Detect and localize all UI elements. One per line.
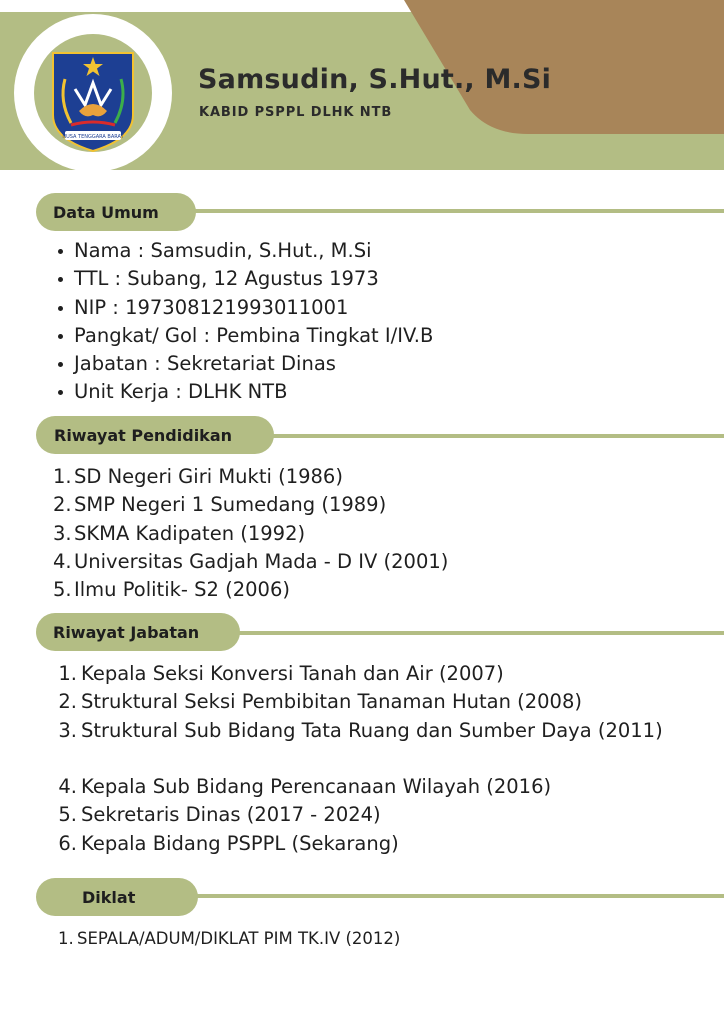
list-item: TTL : Subang, 12 Agustus 1973 — [56, 265, 433, 293]
list-item: 5. Ilmu Politik- S2 (2006) — [53, 576, 448, 604]
diklat-list — [58, 925, 400, 953]
emblem-icon — [49, 49, 137, 153]
logo-badge — [14, 14, 172, 172]
section-divider-pendidikan — [268, 434, 724, 438]
list-item: Pangkat/ Gol : Pembina Tingkat I/IV.B — [56, 322, 433, 350]
pendidikan-list — [53, 463, 448, 604]
list-item-text: SEPALA/ADUM/DIKLAT PIM TK.IV (2012) — [77, 929, 401, 948]
person-name: Samsudin, S.Hut., M.Si — [198, 64, 552, 95]
list-item: 1. SD Negeri Giri Mukti (1986) — [53, 463, 448, 491]
list-item: 4. Kepala Sub Bidang Perencanaan Wilayah (2016) — [58, 773, 678, 801]
data-umum-list — [56, 237, 433, 407]
emblem-banner-text: NUSA TENGGARA BARAT — [62, 134, 124, 140]
section-title-jabatan: Riwayat Jabatan — [36, 613, 240, 651]
list-item-text: Struktural Sub Bidang Tata Ruang dan Sumber Daya (2011) — [81, 718, 663, 742]
list-item: 5. Sekretaris Dinas (2017 - 2024) — [58, 801, 678, 829]
section-divider-jabatan — [234, 631, 724, 635]
list-item: 1. SEPALA/ADUM/DIKLAT PIM TK.IV (2012) — [58, 925, 400, 953]
list-item-text: SKMA Kadipaten (1992) — [74, 521, 306, 545]
list-item: 1. Kepala Seksi Konversi Tanah dan Air (2007) — [58, 660, 678, 688]
section-title-data-umum: Data Umum — [36, 193, 196, 231]
list-item-text: Kepala Seksi Konversi Tanah dan Air (2007) — [81, 662, 504, 685]
list-item: 2. Struktural Seksi Pembibitan Tanaman Hutan (2008) — [58, 688, 678, 716]
list-item: NIP : 197308121993011001 — [56, 294, 433, 322]
list-item: 4. Universitas Gadjah Mada - D IV (2001) — [53, 548, 448, 576]
list-item-text: Kepala Bidang PSPPL (Sekarang) — [81, 831, 399, 855]
list-item: Unit Kerja : DLHK NTB — [56, 378, 433, 406]
list-item: 3. Struktural Sub Bidang Tata Ruang dan Sumber Daya (2011) — [58, 717, 678, 774]
list-item-text: Ilmu Politik- S2 (2006) — [74, 578, 290, 602]
section-divider-diklat — [192, 894, 724, 898]
list-item: 2. SMP Negeri 1 Sumedang (1989) — [53, 491, 448, 519]
list-item: Jabatan : Sekretariat Dinas — [56, 350, 433, 378]
jabatan-list — [58, 660, 678, 858]
list-item-text: Struktural Seksi Pembibitan Tanaman Hutan (2008) — [81, 690, 582, 714]
section-title-diklat: Diklat — [36, 878, 198, 916]
list-item-text: Sekretaris Dinas (2017 - 2024) — [81, 803, 381, 827]
person-position: KABID PSPPL DLHK NTB — [199, 105, 393, 120]
list-item-text: Kepala Sub Bidang Perencanaan Wilayah (2016) — [81, 775, 552, 799]
list-item: 6. Kepala Bidang PSPPL (Sekarang) — [58, 830, 678, 858]
list-item: Nama : Samsudin, S.Hut., M.Si — [56, 237, 433, 265]
list-item-text: Universitas Gadjah Mada - D IV (2001) — [74, 549, 449, 573]
section-title-pendidikan: Riwayat Pendidikan — [36, 416, 274, 454]
list-item-text: SMP Negeri 1 Sumedang (1989) — [74, 493, 387, 517]
list-item-text: SD Negeri Giri Mukti (1986) — [74, 465, 343, 488]
list-item: 3. SKMA Kadipaten (1992) — [53, 520, 448, 548]
section-divider-data-umum — [192, 209, 724, 213]
